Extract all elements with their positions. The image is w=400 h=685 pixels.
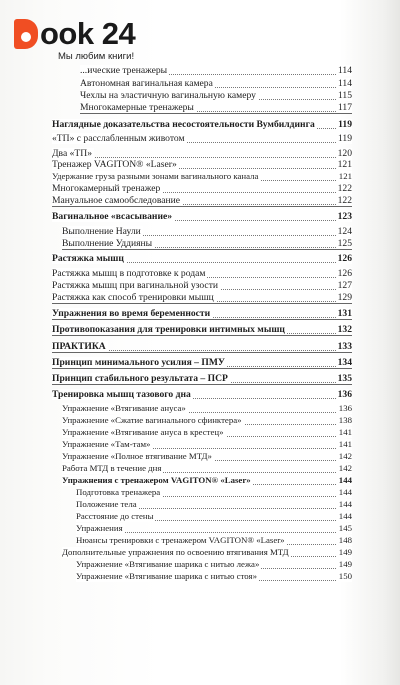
toc-entry: Нюансы тренировки с тренажером VAGITON® «Laser» 148 [76, 535, 352, 545]
toc-entry: Многокамерный тренажер 122 [52, 183, 352, 194]
toc-entry: Автономная вагинальная камера 114 [80, 78, 352, 89]
toc-entry: Выполнение Наули 124 [62, 226, 352, 237]
toc-entry: ...ические тренажеры 114 [80, 65, 352, 76]
toc-entry: Упражнение «Втягивание шарика с нитью лежа» 149 [76, 559, 352, 569]
toc-entry: Тренажер VAGITON® «Laser» 121 [52, 159, 352, 170]
toc-entry: Удержание груза разными зонами вагинального канала 121 [52, 171, 352, 181]
toc-entry: Многокамерные тренажеры 117 [80, 102, 352, 113]
logo-tagline: Мы любим книги! [58, 51, 135, 62]
toc-entry: Упражнение «Полное втягивание МТД» 142 [62, 451, 352, 461]
toc-entry: «ТП» с расслабленным животом 119 [52, 133, 352, 144]
toc-entry: Работа МТД в течение дня 142 [62, 463, 352, 473]
logo-brand-text: ook 24 [40, 16, 136, 51]
toc-entry: Упражнение «Втягивание шарика с нитью стоя» 150 [76, 571, 352, 581]
toc-heading: Наглядные доказательства несостоятельности Вумбилдинга 119 [52, 119, 352, 130]
toc-heading: Упражнения во время беременности 131 [52, 308, 352, 319]
toc-entry: Дополнительные упражнения по освоению втягивания МТД 149 [62, 547, 352, 557]
toc-entry: Упражнение «Втягивание ануса» 136 [62, 403, 352, 413]
toc-subheading: Упражнения с тренажером VAGITON® «Laser» 144 [62, 475, 352, 485]
toc-part-heading: ПРАКТИКА 133 [52, 341, 352, 352]
toc-entry: Подготовка тренажера 144 [76, 487, 352, 497]
toc-heading: Противопоказания для тренировки интимных мышц 132 [52, 324, 352, 335]
toc-entry: Упражнение «Там-там» 141 [62, 439, 352, 449]
toc-entry: Выполнение Уддияны 125 [62, 238, 352, 249]
toc-heading: Тренировка мышц тазового дна 136 [52, 389, 352, 400]
toc-entry: Растяжка как способ тренировки мышц 129 [52, 292, 352, 303]
toc-entry: Чехлы на эластичную вагинальную камеру 115 [80, 90, 352, 101]
toc-heading: Принцип минимального усилия – ПМУ 134 [52, 357, 352, 368]
toc-heading: Вагинальное «всасывание» 123 [52, 211, 352, 222]
toc-entry: Мануальное самообследование 122 [52, 195, 352, 206]
toc-entry: Упражнение «Втягивание ануса в крестец» 141 [62, 427, 352, 437]
toc-entry: Упражнения 145 [76, 523, 352, 533]
toc-entry: Растяжка мышц в подготовке к родам 126 [52, 268, 352, 279]
toc-heading: Растяжка мышц 126 [52, 253, 352, 264]
toc-entry: Растяжка мышц при вагинальной узости 127 [52, 280, 352, 291]
toc-entry: Положение тела 144 [76, 499, 352, 509]
toc-heading: Принцип стабильного результата – ПСР 135 [52, 373, 352, 384]
toc-entry: Расстояние до стены 144 [76, 511, 352, 521]
toc-entry: Упражнение «Сжатие вагинального сфинктера» 138 [62, 415, 352, 425]
toc-entry: Два «ТП» 120 [52, 148, 352, 159]
